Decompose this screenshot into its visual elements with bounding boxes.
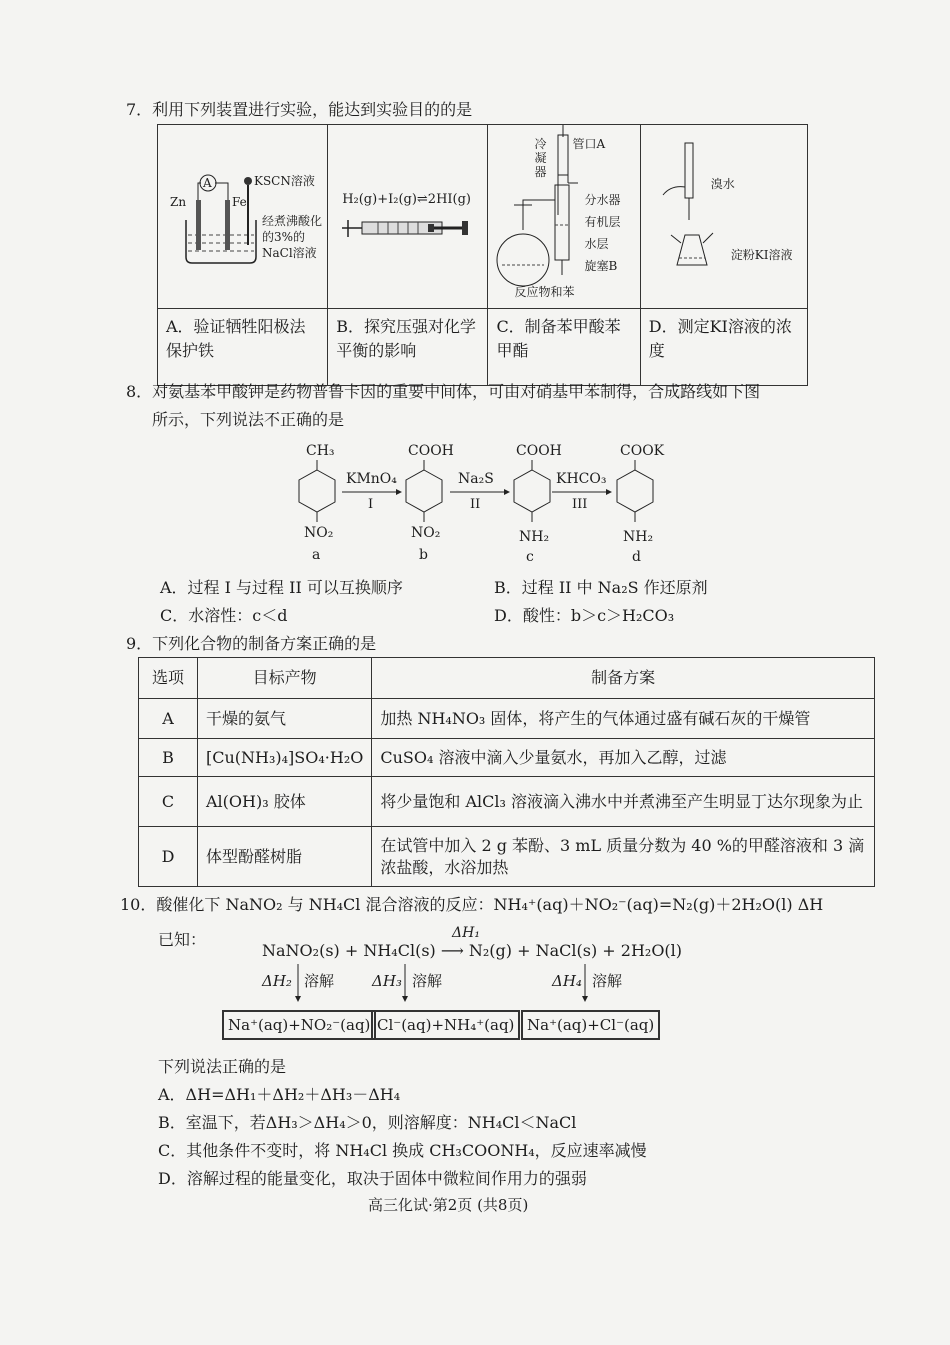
organic-layer-label: 有机层 <box>584 215 621 229</box>
q10-prompt: 下列说法正确的是 <box>158 1057 287 1076</box>
compound-a-top: CH₃ <box>306 443 335 459</box>
q7-option-a: A．验证牺牲阳极法保护铁 <box>166 317 306 360</box>
dh1-label: ΔH₁ <box>452 925 480 941</box>
q10-option-a: A．ΔH=ΔH₁＋ΔH₂＋ΔH₃－ΔH₄ <box>158 1085 401 1104</box>
compound-d-bottom: NH₂ <box>623 529 654 545</box>
q9-header-method: 制备方案 <box>372 658 875 699</box>
step1-reagent: KMnO₄ <box>346 471 397 487</box>
compound-a-label: a <box>312 547 321 563</box>
q8-option-c: C．水溶性：c＜d <box>160 606 288 625</box>
fe-label: Fe <box>232 195 247 209</box>
q9-row-b-product: [Cu(NH₃)₄]SO₄·H₂O <box>198 739 372 777</box>
q9-stem: 9．下列化合物的制备方案正确的是 <box>126 634 377 653</box>
q9-header-product: 目标产物 <box>198 658 372 699</box>
starch-ki-label: 淀粉KI溶液 <box>730 248 793 262</box>
nacl-solution-label: 经煮沸酸化的3%的NaCl溶液 <box>262 214 323 260</box>
compound-a-bottom: NO₂ <box>304 525 334 541</box>
dissolve-label-2: 溶解 <box>412 972 443 990</box>
step3-reagent: KHCO₃ <box>556 471 607 487</box>
compound-d-top: COOK <box>620 443 665 459</box>
q7-option-c: C．制备苯甲酸苯甲酯 <box>496 317 621 360</box>
dh4-label: ΔH₄ <box>552 972 582 990</box>
tube-a-label: 管口A <box>572 137 606 151</box>
q9-row-c-method: 将少量饱和 AlCl₃ 溶液滴入沸水中并煮沸至产生明显丁达尔现象为止 <box>372 777 875 827</box>
compound-c-label: c <box>526 549 534 565</box>
step3-number: III <box>572 497 588 512</box>
ammeter-label: A <box>203 176 212 190</box>
q9-row-d-product: 体型酚醛树脂 <box>198 827 372 887</box>
zn-label: Zn <box>170 195 187 209</box>
compound-b-top: COOH <box>408 443 454 459</box>
compound-b-label: b <box>419 547 428 563</box>
q8-synthesis-scheme <box>280 440 680 570</box>
q9-row-a-product: 干燥的氨气 <box>198 699 372 739</box>
q9-row-b-method: CuSO₄ 溶液中滴入少量氨水，再加入乙醇，过滤 <box>372 739 875 777</box>
q7-figure-b <box>328 125 487 308</box>
condenser-label: 冷凝器 <box>534 137 547 179</box>
q10-known: 已知： <box>158 930 207 949</box>
step2-reagent: Na₂S <box>458 471 494 487</box>
dh3-label: ΔH₃ <box>372 972 402 990</box>
dh2-label: ΔH₂ <box>262 972 292 990</box>
q7-options-table <box>157 124 808 386</box>
q10-stem: 10．酸催化下 NaNO₂ 与 NH₄Cl 混合溶液的反应：NH₄⁺(aq)＋NO₂⁻(aq)=N₂(g)＋2H₂O(l) ΔH <box>120 895 824 914</box>
q7-stem: 7．利用下列装置进行实验，能达到实验目的的是 <box>126 100 473 119</box>
ion-box-nano2: Na⁺(aq)+NO₂⁻(aq) <box>222 1010 376 1040</box>
q9-row-c-option: C <box>139 777 198 827</box>
q7-figure-a <box>158 125 327 308</box>
ion-box-nh4cl: Cl⁻(aq)+NH₄⁺(aq) <box>371 1010 520 1040</box>
q7-option-b: B．探究压强对化学平衡的影响 <box>336 317 476 360</box>
q9-row-a-method: 加热 NH₄NO₃ 固体，将产生的气体通过盛有碱石灰的干燥管 <box>372 699 875 739</box>
reactants-label: 反应物和苯 <box>514 285 575 299</box>
compound-c-bottom: NH₂ <box>519 529 550 545</box>
titration-icon <box>641 125 808 308</box>
syringe-icon <box>328 125 488 308</box>
kscn-label: KSCN溶液 <box>254 174 315 188</box>
q10-option-c: C．其他条件不变时，将 NH₄Cl 换成 CH₃COONH₄，反应速率减慢 <box>158 1141 647 1160</box>
separator-label: 分水器 <box>584 193 621 207</box>
compound-d-label: d <box>632 549 641 565</box>
q8-option-a: A．过程 I 与过程 II 可以互换顺序 <box>160 578 403 597</box>
q7-figure-d <box>641 125 807 308</box>
bromine-water-label: 溴水 <box>710 177 735 191</box>
q9-row-d-option: D <box>139 827 198 887</box>
q9-row-d-method: 在试管中加入 2 g 苯酚、3 mL 质量分数为 40 %的甲醛溶液和 3 滴浓盐酸，水浴加热 <box>372 827 875 887</box>
dissolve-label-3: 溶解 <box>592 972 623 990</box>
equilibrium-equation: H₂(g)+I₂(g)⇌2HI(g) <box>342 192 472 207</box>
q8-option-b: B．过程 II 中 Na₂S 作还原剂 <box>494 578 708 597</box>
q8-stem-line1: 8．对氨基苯甲酸钾是药物普鲁卡因的重要中间体，可由对硝基甲苯制得，合成路线如下图 <box>126 382 761 401</box>
stopcock-label: 旋塞B <box>584 259 618 273</box>
q9-row-a-option: A <box>139 699 198 739</box>
q10-option-b: B．室温下，若ΔH₃＞ΔH₄＞0，则溶解度：NH₄Cl＜NaCl <box>158 1113 577 1132</box>
q7-option-d: D．测定KI溶液的浓度 <box>648 317 792 360</box>
ion-box-nacl: Na⁺(aq)+Cl⁻(aq) <box>521 1010 660 1040</box>
q7-figure-c <box>488 125 639 308</box>
reaction-equation: NaNO₂(s) + NH₄Cl(s) ⟶ N₂(g) + NaCl(s) + 2H₂O(l) <box>262 941 683 960</box>
q9-row-b-option: B <box>139 739 198 777</box>
step2-number: II <box>470 497 481 512</box>
compound-c-top: COOH <box>516 443 562 459</box>
q9-row-c-product: Al(OH)₃ 胶体 <box>198 777 372 827</box>
step1-number: I <box>368 497 374 512</box>
q10-option-d: D．溶解过程的能量变化，取决于固体中微粒间作用力的强弱 <box>158 1169 587 1188</box>
q8-stem-line2: 所示，下列说法不正确的是 <box>152 410 345 429</box>
page-footer: 高三化试·第2页 (共8页) <box>368 1196 529 1214</box>
q9-header-option: 选项 <box>139 658 198 699</box>
q8-option-d: D．酸性：b＞c＞H₂CO₃ <box>494 606 675 625</box>
water-layer-label: 水层 <box>584 237 609 251</box>
compound-b-bottom: NO₂ <box>411 525 441 541</box>
dissolve-label-1: 溶解 <box>304 972 335 990</box>
q9-table <box>138 657 875 887</box>
